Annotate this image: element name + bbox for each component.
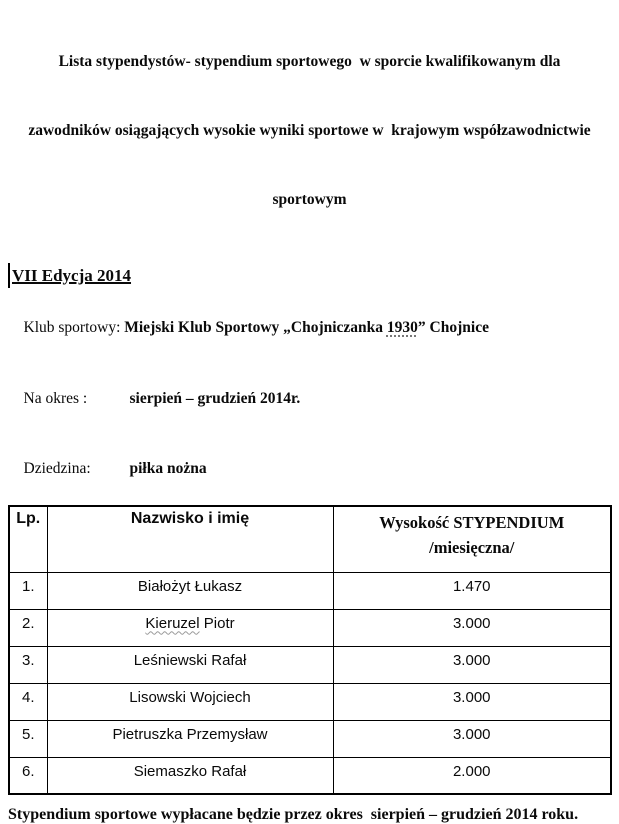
- scholarship-table-body: [9, 572, 611, 794]
- discipline-value: piłka nożna: [129, 460, 207, 477]
- table-row: [9, 720, 611, 757]
- club-line: [8, 301, 619, 355]
- text-cursor: [8, 263, 10, 288]
- row-number-cell: 2.: [9, 609, 47, 646]
- athlete-name-cell: Leśniewski Rafał: [47, 646, 333, 683]
- table-row: [9, 609, 611, 646]
- amount-cell: 3.000: [333, 683, 611, 720]
- header-amount-line-1: Wysokość STYPENDIUM: [379, 513, 565, 532]
- athlete-name-cell: Siemaszko Rafał: [47, 757, 333, 794]
- document-title: [0, 0, 619, 257]
- header-amount: [333, 506, 611, 572]
- club-value-year: 1930: [386, 319, 418, 336]
- club-value-prefix: Miejski Klub Sportowy „Chojniczanka: [124, 319, 387, 336]
- row-number-cell: 6.: [9, 757, 47, 794]
- row-number-cell: 3.: [9, 646, 47, 683]
- document-title-line-3: sportowym: [272, 191, 347, 208]
- header-amount-line-2: /miesięczna/: [429, 538, 515, 557]
- period-line: [8, 372, 619, 426]
- header-lp: Lp.: [9, 506, 47, 572]
- table-header-row: [9, 506, 611, 572]
- table-row: [9, 646, 611, 683]
- edition-heading: [8, 263, 619, 288]
- scholarship-table: [8, 505, 612, 795]
- spellcheck-underlined-word: Kieruzel: [145, 614, 200, 632]
- amount-cell: 3.000: [333, 609, 611, 646]
- club-value: [124, 319, 489, 336]
- footer-note: Stypendium sportowe wypłacane będzie przez okres sierpień – grudzień 2014 roku.: [8, 806, 579, 823]
- club-label: Klub sportowy:: [23, 319, 125, 336]
- document-title-line-2: zawodników osiągających wysokie wyniki sportowe w krajowym współzawodnictwie: [28, 122, 591, 139]
- period-label: Na okres :: [23, 390, 88, 407]
- athlete-name-cell: Lisowski Wojciech: [47, 683, 333, 720]
- row-number-cell: 1.: [9, 572, 47, 609]
- table-row: [9, 572, 611, 609]
- table-row: [9, 683, 611, 720]
- amount-cell: 3.000: [333, 646, 611, 683]
- athlete-name-cell: Kieruzel Piotr: [47, 609, 333, 646]
- amount-cell: 3.000: [333, 720, 611, 757]
- row-number-cell: 5.: [9, 720, 47, 757]
- period-value: sierpień – grudzień 2014r.: [129, 390, 301, 407]
- row-number-cell: 4.: [9, 683, 47, 720]
- discipline-line: [8, 442, 619, 496]
- amount-cell: 1.470: [333, 572, 611, 609]
- edition-heading-text: VII Edycja 2014: [12, 265, 132, 285]
- amount-cell: 2.000: [333, 757, 611, 794]
- club-value-suffix: ” Chojnice: [417, 319, 489, 336]
- table-row: [9, 757, 611, 794]
- document-title-line-1: Lista stypendystów- stypendium sportowego w sporcie kwalifikowanym dla: [58, 53, 561, 70]
- discipline-label: Dziedzina:: [23, 460, 91, 477]
- athlete-name-cell: Białożyt Łukasz: [47, 572, 333, 609]
- header-name: Nazwisko i imię: [47, 506, 333, 572]
- athlete-name-cell: Pietruszka Przemysław: [47, 720, 333, 757]
